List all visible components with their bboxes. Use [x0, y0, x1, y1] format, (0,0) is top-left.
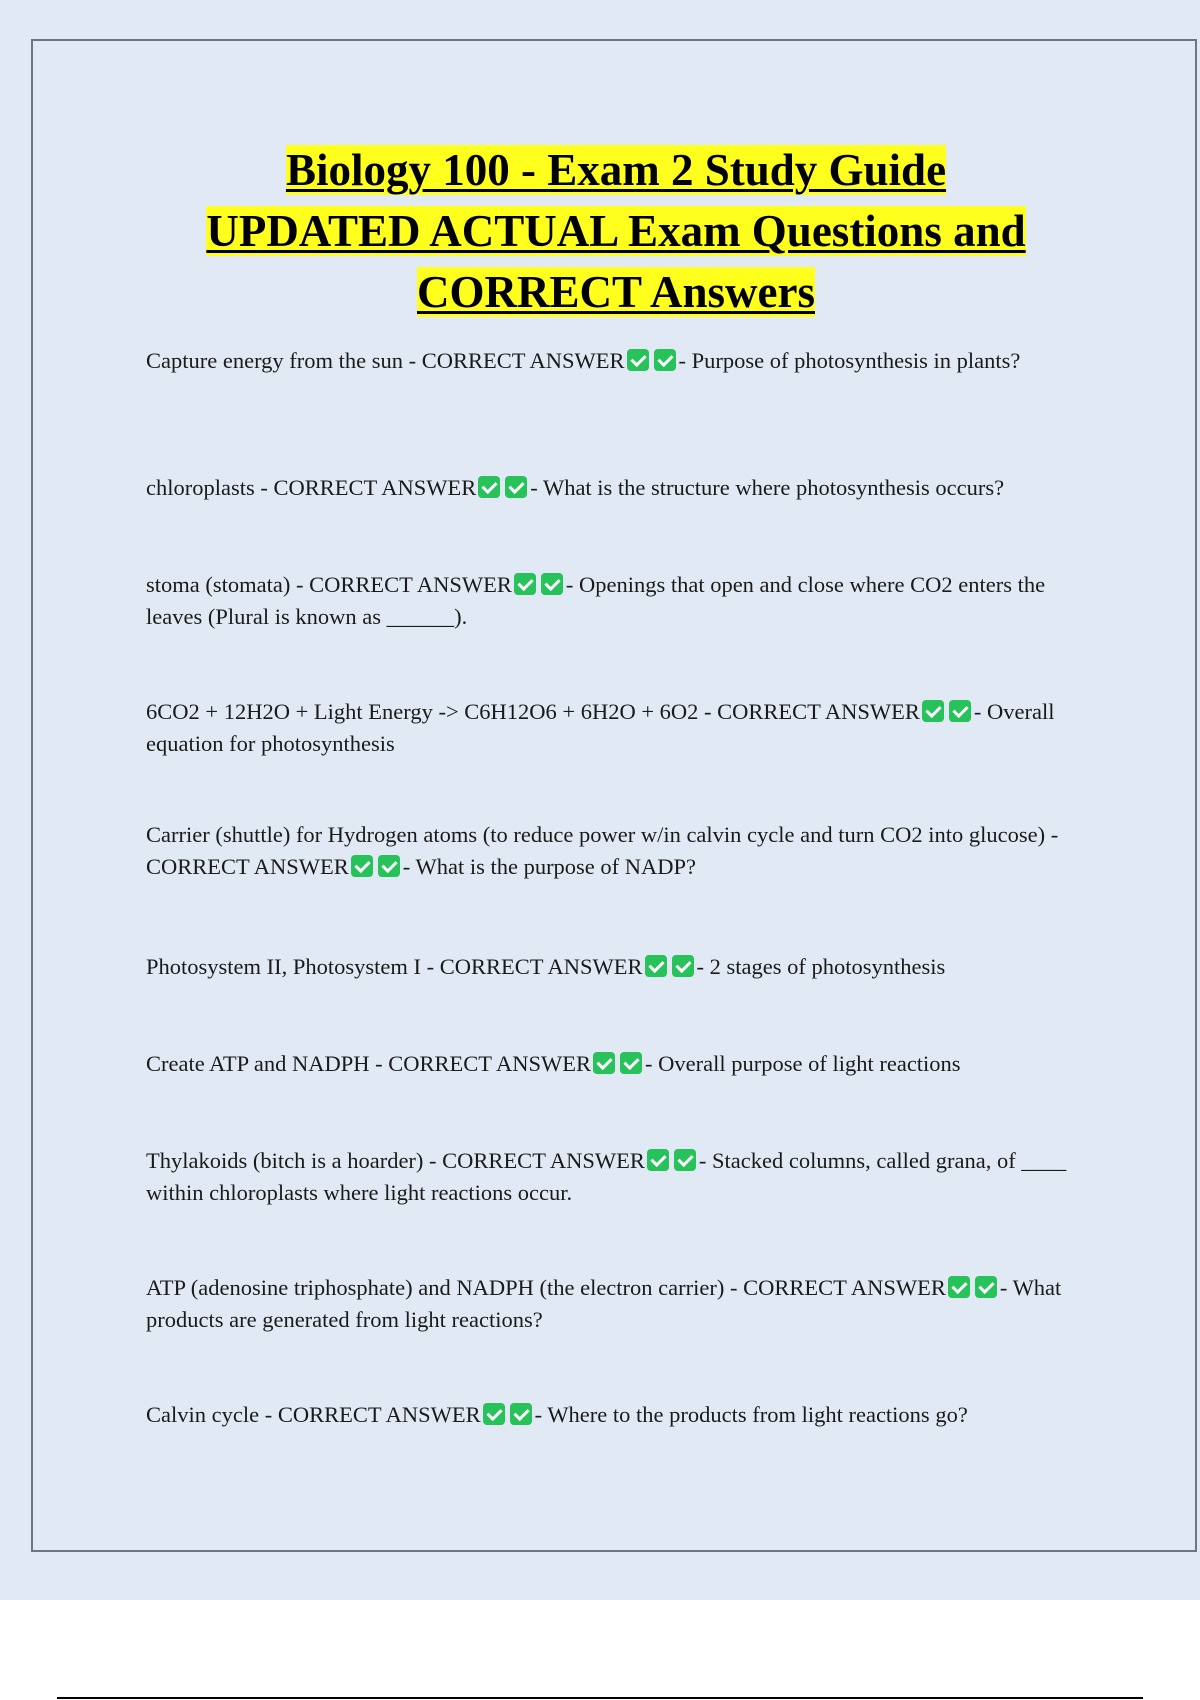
check-icon [627, 349, 649, 371]
title-line-1: Biology 100 - Exam 2 Study Guide [285, 145, 947, 195]
answer-text: chloroplasts [146, 475, 255, 500]
answer-label: CORRECT ANSWER [743, 1275, 946, 1300]
answer-label: CORRECT ANSWER [277, 1402, 481, 1427]
check-icon [378, 855, 400, 877]
question-text: What products are generated from light reactions? [146, 1275, 1062, 1332]
answer-text: Photosystem II, Photosystem I [146, 954, 422, 979]
check-icon [483, 1403, 505, 1425]
check-icon [654, 349, 676, 371]
qa-entry: Create ATP and NADPH - CORRECT ANSWER - Overall purpose of light reactions [146, 1051, 961, 1076]
answer-label: CORRECT ANSWER [717, 699, 920, 724]
answer-text: Thylakoids (bitch is a hoarder) [146, 1148, 424, 1173]
title-line-2: UPDATED ACTUAL Exam Questions and [206, 206, 1026, 256]
document-title [0, 140, 1200, 323]
qa-entry: 6CO2 + 12H2O + Light Energy -> C6H12O6 + 6H2O + 6O2 - CORRECT ANSWER - Overall equation for photosynthesis [146, 699, 1055, 756]
qa-entry: chloroplasts - CORRECT ANSWER - What is the structure where photosynthesis occurs? [146, 475, 1005, 500]
check-icon [351, 855, 373, 877]
check-icon [620, 1052, 642, 1074]
question-text: Purpose of photosynthesis in plants? [691, 348, 1021, 373]
title-line-3: CORRECT Answers [417, 267, 815, 317]
footer-divider [57, 1697, 1143, 1699]
answer-text: 6CO2 + 12H2O + Light Energy -> C6H12O6 + 6H2O + 6O2 [146, 699, 699, 724]
qa-entry: Calvin cycle - CORRECT ANSWER - Where to the products from light reactions go? [146, 1402, 968, 1427]
check-icon [510, 1403, 532, 1425]
answer-text: Calvin cycle [146, 1402, 260, 1427]
answer-text: Capture energy from the sun [146, 348, 404, 373]
question-text: Openings that open and close where CO2 enters the leaves (Plural is known as ______). [146, 572, 1046, 629]
answer-label: CORRECT ANSWER [388, 1051, 592, 1076]
question-text: Where to the products from light reactions go? [547, 1402, 968, 1427]
question-text: Overall equation for photosynthesis [146, 699, 1055, 756]
question-text: 2 stages of photosynthesis [709, 954, 946, 979]
qa-entry: ATP (adenosine triphosphate) and NADPH (the electron carrier) - CORRECT ANSWER - What products are generated from light reactions? [146, 1275, 1062, 1332]
answer-text: Carrier (shuttle) for Hydrogen atoms (to reduce power w/in calvin cycle and turn CO2 into glucose) [146, 822, 1046, 847]
answer-label: CORRECT ANSWER [273, 475, 477, 500]
answer-text: Create ATP and NADPH [146, 1051, 370, 1076]
question-text: Overall purpose of light reactions [658, 1051, 961, 1076]
answer-label: CORRECT ANSWER [309, 572, 512, 597]
check-icon [949, 700, 971, 722]
check-icon [674, 1149, 696, 1171]
question-text: Stacked columns, called grana, of ____ within chloroplasts where light reactions occur. [146, 1148, 1067, 1205]
question-text: What is the structure where photosynthesis occurs? [542, 475, 1005, 500]
answer-text: ATP (adenosine triphosphate) and NADPH (the electron carrier) [146, 1275, 725, 1300]
answer-label: CORRECT ANSWER [146, 854, 349, 879]
qa-entry: stoma (stomata) - CORRECT ANSWER - Openings that open and close where CO2 enters the leaves (Plural is known as ______). [146, 572, 1046, 629]
check-icon [975, 1276, 997, 1298]
check-icon [672, 955, 694, 977]
check-icon [505, 476, 527, 498]
check-icon [948, 1276, 970, 1298]
qa-entry: Thylakoids (bitch is a hoarder) - CORRECT ANSWER - Stacked columns, called grana, of ____ within chloroplasts where light reactions occur. [146, 1148, 1067, 1205]
qa-entry: Capture energy from the sun - CORRECT ANSWER - Purpose of photosynthesis in plants? [146, 348, 1021, 373]
answer-label: CORRECT ANSWER [442, 1148, 645, 1173]
check-icon [922, 700, 944, 722]
check-icon [514, 573, 536, 595]
check-icon [541, 573, 563, 595]
answer-text: stoma (stomata) [146, 572, 291, 597]
qa-entry: Photosystem II, Photosystem I - CORRECT ANSWER - 2 stages of photosynthesis [146, 954, 946, 979]
answer-label: CORRECT ANSWER [421, 348, 625, 373]
check-icon [647, 1149, 669, 1171]
check-icon [645, 955, 667, 977]
check-icon [593, 1052, 615, 1074]
answer-label: CORRECT ANSWER [439, 954, 643, 979]
qa-entry: Carrier (shuttle) for Hydrogen atoms (to reduce power w/in calvin cycle and turn CO2 into glucose) - CORRECT ANSWER - What is the purpose of NADP? [146, 822, 1059, 879]
question-text: What is the purpose of NADP? [415, 854, 697, 879]
check-icon [478, 476, 500, 498]
